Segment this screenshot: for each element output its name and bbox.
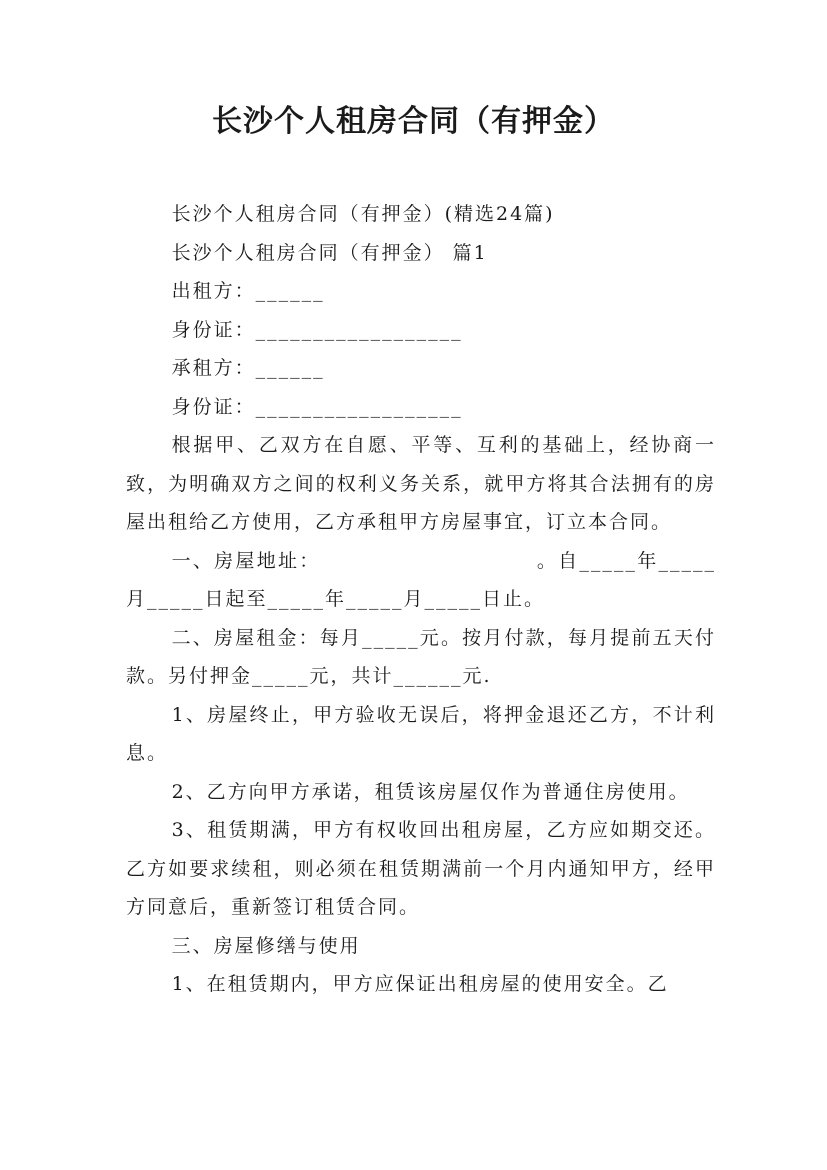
paragraph-lessee: 承租方：______ (171, 357, 325, 379)
paragraph-safety: 1、在租赁期内，甲方应保证出租房屋的使用安全。乙 (171, 973, 669, 995)
document-body (126, 195, 716, 1004)
document-title: 长沙个人租房合同（有押金） (212, 104, 615, 139)
paragraph-lessor: 出租方：______ (171, 280, 325, 302)
paragraph-rent: 二、房屋租金：每月_____元。按月付款，每月提前五天付款。另付押金_____元，共计______元. (126, 626, 716, 687)
paragraph-lessor-id: 身份证：__________________ (171, 318, 463, 341)
paragraph-section-heading: 长沙个人租房合同（有押金） 篇1 (171, 241, 488, 264)
paragraph-deposit-return: 1、房屋终止，甲方验收无误后，将押金退还乙方，不计利息。 (126, 703, 716, 764)
paragraph-lessee-id: 身份证：__________________ (171, 395, 463, 418)
paragraph-address-term: 一、房屋地址： 。自_____年_____月_____日起至_____年_____月_____日止。 (126, 549, 716, 610)
paragraph-lease-expiry: 3、租赁期满，甲方有权收回出租房屋，乙方应如期交还。乙方如要求续租，则必须在租赁期满前一个月内通知甲方，经甲方同意后，重新签订租赁合同。 (126, 819, 716, 918)
paragraph-subtitle: 长沙个人租房合同（有押金）(精选24篇) (171, 203, 555, 225)
paragraph-residential-use: 2、乙方向甲方承诺，租赁该房屋仅作为普通住房使用。 (171, 780, 690, 803)
paragraph-repair-heading: 三、房屋修缮与使用 (171, 934, 361, 957)
paragraph-preamble: 根据甲、乙双方在自愿、平等、互利的基础上，经协商一致，为明确双方之间的权利义务关系，就甲方将其合法拥有的房屋出租给乙方使用，乙方承租甲方房屋事宜，订立本合同。 (126, 434, 716, 533)
